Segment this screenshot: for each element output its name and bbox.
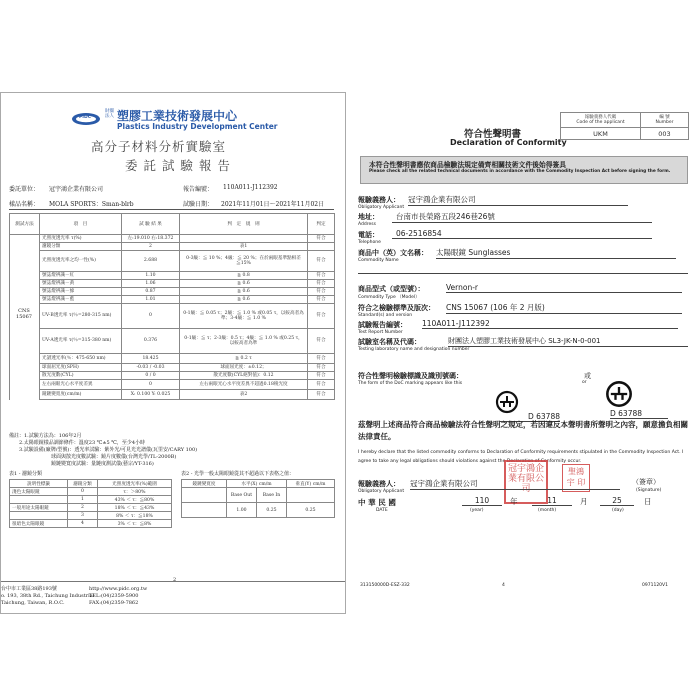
company-seal-text: 冠宇鴻企業有限公司	[508, 464, 545, 494]
mark-label-en: The form of the DoC marking appears like this	[358, 381, 463, 386]
table-row	[182, 503, 335, 518]
field-value: 財團法人塑膠工業技術發展中心 SL3-JK-N-0-001	[448, 336, 688, 347]
dt-val-in: 0.25	[257, 503, 287, 518]
date-day: 25	[600, 496, 634, 506]
code-label-row	[561, 113, 689, 128]
banner-cn: 本符合性聲明書應依商品檢驗法規定備齊相關技術文件後始得簽具	[369, 161, 567, 169]
notice-banner	[360, 156, 688, 184]
field-label-cn: 報驗義務人：	[358, 196, 400, 204]
field-label-en: Commodity Type （Model）	[358, 295, 420, 300]
table-cell: 0	[122, 380, 180, 390]
table-cell: 0-1級：≦ 0.05 τ；2級：≦ 1.0 % 或0.05 τ，以較高者為準；3-4級：≦ 1.0 %	[180, 304, 308, 329]
table-cell: UV-B透光率 τ(％=280-315 nm)	[40, 304, 122, 329]
declaration-page	[352, 108, 696, 593]
field-label-en: Obligatory Applicant	[358, 205, 405, 210]
report-no-value: 110A011-J112392	[223, 184, 278, 191]
table-row	[10, 280, 335, 288]
table-cell: 符合	[308, 380, 335, 390]
footer-right-3: FAX:(04)2359-7862	[89, 600, 139, 606]
mark-id-2: D 63788	[610, 409, 668, 419]
fc-h1: 說明性標籤	[10, 480, 68, 488]
table-cell: 號誌燈辨識－綠	[40, 288, 122, 296]
table-row	[10, 504, 172, 512]
report-title: 委 託 試 驗 報 告	[125, 158, 231, 173]
note-4: 球面與散光度數試驗：鏡片度數儀(台灣光學/TL-2000B)	[51, 454, 177, 460]
method-col-cell	[10, 329, 40, 354]
pidc-logo	[71, 111, 101, 125]
table-cell: 表1	[180, 243, 308, 251]
table-row	[10, 251, 335, 272]
footer-page: 4	[502, 583, 505, 588]
table-cell: 號誌燈辨識－黃	[40, 280, 122, 288]
table2-title: 表2 - 光學一般太陽眼鏡從其不超過以下表格之值：	[181, 471, 295, 477]
table-cell: 左:19.010 右:18.372	[122, 235, 180, 243]
table-cell: ≧ 0.8	[180, 272, 308, 280]
or-en: or	[582, 380, 587, 385]
date-month-en: (month)	[538, 508, 557, 513]
fc-cell: 一般用途太陽眼鏡	[10, 504, 68, 512]
dt-blank3	[182, 503, 227, 518]
note-2: 2.太陽眼鏡樣品調節條件：溫度23 ℃±5 ℃，至少4小時	[19, 440, 146, 446]
distortion-table	[181, 479, 335, 518]
field-label-en: Address	[358, 222, 376, 227]
table-cell: 球面屈光度(SPH)	[40, 364, 122, 372]
table-cell: 符合	[308, 372, 335, 380]
date-day-en: (day)	[612, 508, 624, 513]
table-cell: 左右兩眼光心水平度差異不超過0.18稜光度	[180, 380, 308, 390]
header-item-b: 目	[82, 222, 88, 227]
date-cn: 中 華 民 國	[358, 498, 396, 507]
number-label-cn: 編 號	[659, 115, 670, 120]
method-col-cell	[10, 251, 40, 272]
fc-cell: 1	[68, 496, 98, 504]
field-label-cn: 商品型式（或型號）：	[358, 285, 425, 293]
field-label-cn: 電話：	[358, 231, 379, 239]
dt-sub-out: Base Out	[227, 488, 257, 503]
or-cn: 或	[584, 372, 591, 380]
sign-value: 冠宇鴻企業有限公司	[410, 478, 620, 490]
method-col-cell	[10, 354, 40, 364]
table-row	[10, 243, 335, 251]
dt-blank2	[287, 488, 335, 503]
fc-cell: 淺色太陽眼鏡	[10, 488, 68, 496]
footer-left-1: 台中市工業區38路193號	[1, 586, 57, 592]
code-label-cn: 報驗義務人代碼	[584, 115, 617, 120]
footer-code: 313150000D-ESZ-332	[360, 583, 410, 588]
footer-left-3: Taichung, Taiwan, R.O.C.	[1, 600, 65, 606]
org-prefix: 財團法人	[105, 109, 114, 119]
date-en: DATE	[376, 508, 388, 513]
table-cell: 2.688	[122, 251, 180, 272]
header-rule-a: 判	[227, 222, 232, 227]
table-cell: ≧ 0.2 τ	[180, 354, 308, 364]
table-cell: X: 0.100 Y: 0.025	[122, 390, 180, 400]
method-col-cell	[10, 296, 40, 304]
table-cell: 散光度數(CYL絕對值)：0.12	[180, 372, 308, 380]
sign-tag-en: (Signature)	[636, 488, 662, 493]
filter-class-table	[9, 479, 172, 528]
table-cell: 光照度透光率 τ(%)	[40, 235, 122, 243]
field-label-cn: 試驗室名稱及代碼：	[358, 338, 421, 346]
table-cell: 號誌燈辨識－藍	[40, 296, 122, 304]
table-cell: UV-A透光率 τ(％=315-380 nm)	[40, 329, 122, 354]
table-cell: 球面屈光度：±0.12；	[180, 364, 308, 372]
logo-badge: PIDC	[79, 115, 92, 120]
sign-label-en: Obligatory Applicant	[358, 489, 405, 494]
table-row	[10, 520, 172, 528]
method-col-cell	[10, 280, 40, 288]
method-col-cell	[10, 288, 40, 296]
fc-cell: 4	[68, 520, 98, 528]
table-cell	[180, 235, 308, 243]
table-row	[10, 390, 335, 400]
header-verdict: 判定	[308, 214, 335, 235]
footer-right-1: http://www.pidc.org.tw	[89, 586, 148, 592]
field-value: 110A011-J112392	[422, 319, 678, 329]
number-value: 003	[641, 128, 689, 140]
table-row	[10, 296, 335, 304]
fc-h2: 濾鏡分類	[68, 480, 98, 488]
sign-label-cn: 報驗義務人：	[358, 480, 400, 488]
method-cell: CNS 15067	[16, 308, 32, 320]
code-label	[561, 113, 641, 128]
table-cell: 符合	[308, 251, 335, 272]
table-row	[10, 235, 335, 243]
table-cell: 鏡鏈變寬度(cm/m)	[40, 390, 122, 400]
table-cell: 散光度數(CYL)	[40, 372, 122, 380]
page-number: 2	[173, 577, 177, 583]
field-label-en: Standard(s) and version	[358, 313, 413, 318]
results-header-row	[10, 214, 335, 235]
mark-id-1: D 63788	[500, 412, 560, 422]
field-value: 台南市長榮路五段246巷26號	[392, 211, 652, 223]
date-year-en: (year)	[470, 508, 484, 513]
date-year-cn: 年	[510, 497, 518, 506]
date-day-cn: 日	[644, 497, 652, 506]
table-row	[10, 272, 335, 280]
header-rule-d: 則	[255, 222, 260, 227]
table-row	[10, 288, 335, 296]
table-row	[10, 372, 335, 380]
table-row	[10, 512, 172, 520]
table-cell: 符合	[308, 329, 335, 354]
date-year: 110	[462, 496, 502, 506]
field-label-en: Commodity Name	[358, 258, 399, 263]
dt-h2: 水平(X) cm/m	[227, 480, 287, 488]
table-cell: 符合	[308, 288, 335, 296]
table-cell: 0	[122, 304, 180, 329]
fc-cell: 3% ＜ τ：≦8%	[98, 520, 172, 528]
dt-h1: 鏡鏈變寬度	[182, 480, 227, 488]
table-cell: 符合	[308, 304, 335, 329]
blank-field-line	[358, 273, 688, 274]
declaration-cn: 茲聲明上述商品符合商品檢驗法符合性聲明之規定，若因違反本聲明書所聲明之內容，願意擔負相關法律責任。	[358, 420, 688, 441]
table-cell: 符合	[308, 235, 335, 243]
fc-h3: 光照度透光率(%)範圍	[98, 480, 172, 488]
table-cell: 0-3級：≦ 10 %；4級：≦ 20 %；在於兩眼基準點相差≦15%	[180, 251, 308, 272]
code-label-en: Code of the applicant	[576, 120, 625, 125]
field-label-cn: 地址：	[358, 213, 379, 221]
doc-mark-icon	[495, 390, 519, 414]
table-cell: 1.06	[122, 280, 180, 288]
footer-version: 0971120V1	[642, 583, 668, 588]
client-label: 委託單位：	[9, 186, 40, 193]
method-col-cell	[10, 380, 40, 390]
method-col-cell	[10, 390, 40, 400]
doc-mark-1-icon	[495, 390, 519, 414]
report-no-label: 報告編號：	[183, 186, 214, 193]
filter-class-header	[10, 480, 172, 488]
header-item	[40, 214, 122, 235]
field-value: 06-2516854	[392, 229, 652, 239]
table-cell: 符合	[308, 354, 335, 364]
doc-title-en: Declaration of Conformity	[450, 138, 567, 147]
table-row	[10, 354, 335, 364]
table-cell: ≧ 0.6	[180, 296, 308, 304]
header-rule-c: 規	[245, 222, 251, 227]
test-report-page	[0, 92, 346, 614]
fc-cell: 2	[68, 504, 98, 512]
sample-value: MOLA SPORTS：Sman-blrb	[49, 201, 134, 208]
header-rule-col	[180, 214, 308, 235]
code-value-row	[561, 128, 689, 140]
date-month-cn: 月	[580, 497, 588, 506]
table-cell: 符合	[308, 272, 335, 280]
table-cell	[308, 243, 335, 251]
date-month: 11	[532, 496, 572, 506]
header-item-a: 項	[73, 222, 79, 227]
table-cell: 號誌燈辨識－紅	[40, 272, 122, 280]
header-rule-b: 定	[236, 222, 242, 227]
fc-cell: 43% ＜ τ：≦80%	[98, 496, 172, 504]
table-cell: 符合	[308, 296, 335, 304]
client-value: 冠宇鴻企業有限公司	[49, 186, 104, 193]
field-label-cn: 符合之檢驗標準及版次：	[358, 304, 435, 312]
dt-h3: 垂直(Y) cm/m	[287, 480, 335, 488]
table-row	[10, 364, 335, 372]
field-label-en: Testing laboratory name and designation number	[358, 347, 470, 352]
banner-en: Please check all the related technical documents in accordance with the Commodity Inspection Act before signing the form.	[369, 169, 671, 174]
table-cell: 濾鏡分類	[40, 243, 122, 251]
code-value: UKM	[561, 128, 641, 140]
footer-right-2: TEL:(04)2359-5900	[89, 593, 139, 599]
table-cell: 0-1級：≦ τ；2-3級：0.5 τ；4級：≦ 1.0 % 或0.25 τ，以較高者為準	[180, 329, 308, 354]
table-cell: 符合	[308, 280, 335, 288]
dt-val-out: 1.00	[227, 503, 257, 518]
table-cell: 0 / 0	[122, 372, 180, 380]
field-label-cn: 試驗報告編號：	[358, 321, 407, 329]
note-1: 備註：1.試驗方法為：106年2月	[9, 433, 82, 439]
table-cell: 表2	[180, 390, 308, 400]
field-value: CNS 15067 (106 年 2 月版)	[446, 302, 682, 314]
distortion-header	[182, 480, 335, 488]
field-value: Vernon-r	[446, 283, 682, 293]
doc-title-cn: 符合性聲明書	[464, 129, 522, 140]
fc-cell	[10, 512, 68, 520]
field-label-en: Test Report Number	[358, 330, 403, 335]
table-cell: 光譜透光率(％：475-650 nm)	[40, 354, 122, 364]
table-cell: 18.425	[122, 354, 180, 364]
table-cell: 0.87	[122, 288, 180, 296]
table-cell: -0.03 / -0.03	[122, 364, 180, 372]
applicant-code-box	[560, 112, 689, 140]
doc-mark-icon	[605, 380, 633, 408]
date-value: 2021年11月01日～2021年11月02日	[221, 201, 325, 208]
header-result: 試 驗 結 果	[122, 214, 180, 235]
note-3: 3.試驗設備(廠牌/型號)：透光率試驗：紫外光/可見光光譜儀(瓦里安/CARY 100)	[19, 447, 198, 453]
method-col-cell	[10, 364, 40, 372]
org-name-cn: 塑膠工業技術發展中心	[117, 109, 238, 123]
dt-val-y: 0.25	[287, 503, 335, 518]
field-label-en: Telephone	[358, 240, 381, 245]
table-row	[10, 304, 335, 329]
fc-cell: 0	[68, 488, 98, 496]
table-row	[10, 488, 172, 496]
method-col-cell	[10, 272, 40, 280]
table-cell: 光照度透光率之均一性(%)	[40, 251, 122, 272]
footer-rule	[1, 581, 346, 582]
fc-cell	[10, 496, 68, 504]
table-cell: 1.10	[122, 272, 180, 280]
sample-label: 樣品名稱：	[9, 201, 40, 208]
table-cell: 0.376	[122, 329, 180, 354]
field-label-cn: 商品中（英）文名稱：	[358, 249, 428, 257]
table-cell: ≧ 0.6	[180, 280, 308, 288]
footer-left-2: o. 193, 38th Rd., Taichung Industrial	[1, 593, 95, 599]
table-cell: 符合	[308, 390, 335, 400]
table-cell: 2	[122, 243, 180, 251]
dt-sub-in: Base In	[257, 488, 287, 503]
method-col-cell	[10, 243, 40, 251]
table-cell: 左右兩眼光心水平度差異	[40, 380, 122, 390]
personal-seal-text: 聖鴻宇 印	[566, 467, 586, 487]
org-name-en: Plastics Industry Development Center	[117, 122, 278, 131]
table-row	[10, 380, 335, 390]
table-row	[10, 329, 335, 354]
doc-mark-2-icon	[605, 380, 633, 408]
lab-title: 高分子材料分析實驗室	[91, 139, 227, 154]
table-cell: ≧ 0.6	[180, 288, 308, 296]
field-value: 太陽眼鏡 Sunglasses	[436, 247, 676, 259]
table1-title: 表1 - 濾鏡分類	[9, 471, 43, 477]
header-rule	[9, 209, 334, 210]
dt-blank	[182, 488, 227, 503]
fc-cell: 18% ＜ τ：≦43%	[98, 504, 172, 512]
fc-cell: 很暗色太陽眼鏡	[10, 520, 68, 528]
note-5: 鏡鏈變寬度試驗：量鏈度測試儀(藝宗/YT-316)	[51, 461, 154, 467]
number-label	[641, 113, 689, 128]
table-row	[182, 488, 335, 503]
method-col-cell	[10, 235, 40, 243]
table-cell: 1.01	[122, 296, 180, 304]
table-cell: 符合	[308, 364, 335, 372]
fc-cell: τ：＞80%	[98, 488, 172, 496]
date-label: 試驗日期：	[183, 201, 214, 208]
mark-label-cn: 符合性聲明檢驗標識及識別號碼：	[358, 372, 463, 380]
number-label-en: Number	[655, 120, 674, 125]
method-col-cell	[10, 372, 40, 380]
sign-tag-cn: （簽章）	[632, 478, 660, 486]
field-value: 冠宇鴻企業有限公司	[408, 194, 628, 206]
table-row	[10, 496, 172, 504]
declaration-en: I hereby declare that the listed commodity conforms to Declaration of Conformity requirements stipulated in the Commodity Inspection Act. I agree to take any legal obligations should violations against the Declaration of Conformity occur.	[358, 450, 684, 464]
results-table	[9, 213, 335, 400]
fc-cell: 8% ＜ τ：≦18%	[98, 512, 172, 520]
fc-cell: 3	[68, 512, 98, 520]
header-method: 測試方法	[10, 214, 40, 235]
